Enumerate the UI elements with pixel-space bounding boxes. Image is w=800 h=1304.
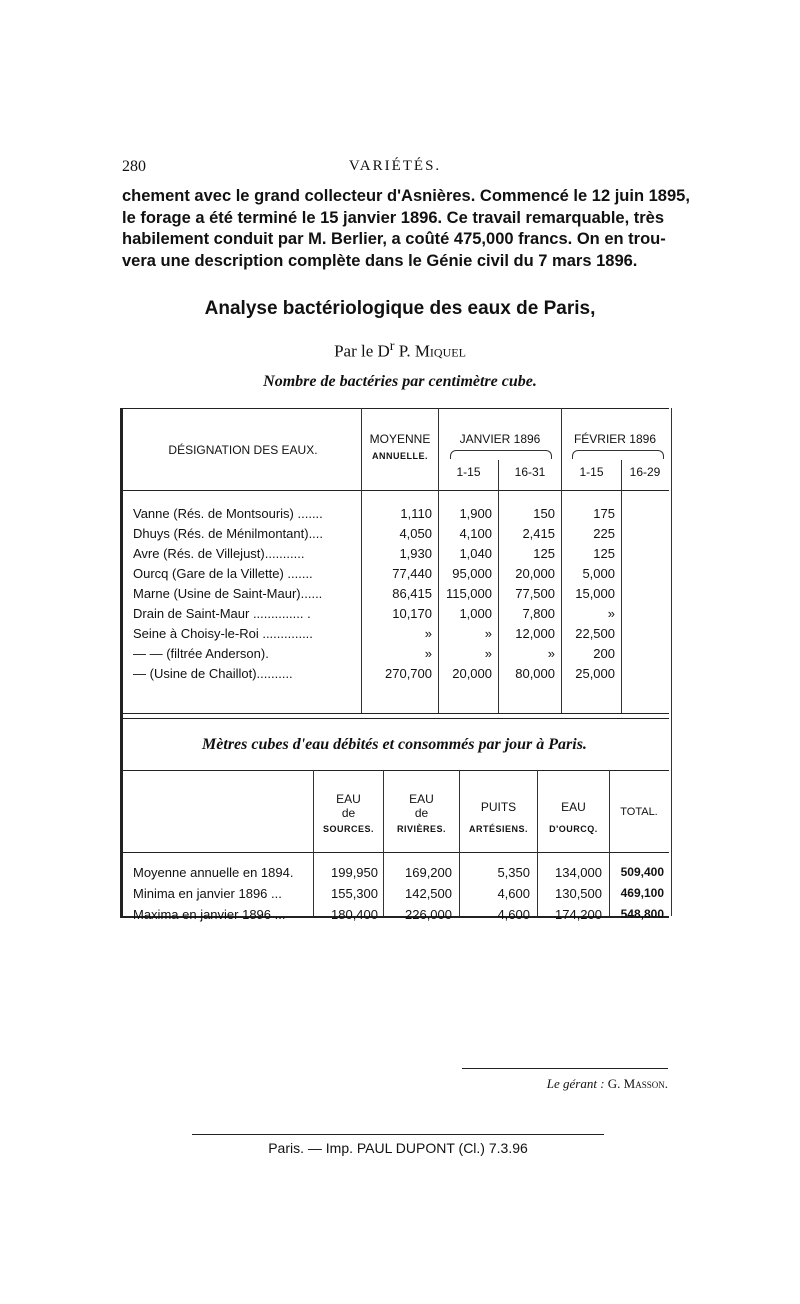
intro-line: habilement conduit par M. Berlier, a coûté 475,000 francs. On en trou- <box>122 230 666 248</box>
table1-cell-feb-a: 175 <box>593 506 615 521</box>
header-rivieres-2: de <box>414 806 429 820</box>
analysis-title: Analyse bactériologique des eaux de Paris, <box>204 298 596 319</box>
table1-row-label: Avre (Rés. de Villejust)........... <box>133 546 305 561</box>
page-number: 280 <box>122 158 146 175</box>
header-janvier: JANVIER 1896 <box>459 432 541 446</box>
table2-cell-total: 509,400 <box>620 865 664 879</box>
table1-top-rule <box>120 408 669 409</box>
table1-cell-feb-a: 5,000 <box>582 566 615 581</box>
header-ourcq-1: EAU <box>561 800 586 814</box>
table2-cell-sources: 155,300 <box>331 886 378 901</box>
author-line <box>122 338 678 362</box>
table1-cell-moyenne: 1,110 <box>400 506 432 521</box>
table1-cell-jan-a: 20,000 <box>452 666 492 681</box>
table1-cell-moyenne: 270,700 <box>385 666 432 681</box>
header-sources-1: EAU <box>336 792 361 806</box>
table2-cell-total: 469,100 <box>620 886 664 900</box>
imprint-rule <box>192 1134 604 1135</box>
table1-cell-jan-a: 4,100 <box>459 526 492 541</box>
author-sup: r <box>389 338 395 354</box>
header-rivieres-1: EAU <box>409 792 434 806</box>
table2-cell-ourcq: 134,000 <box>555 865 602 880</box>
table1-cell-jan-a: » <box>484 626 492 641</box>
table2-cell-ourcq: 130,500 <box>555 886 602 901</box>
header-puits-2: ARTÉSIENS. <box>468 824 528 834</box>
table1-cell-moyenne: 10,170 <box>392 606 432 621</box>
header-rivieres-3: RIVIÈRES. <box>396 824 446 834</box>
table2-cell-sources: 199,950 <box>331 865 378 880</box>
table1-cell-jan-b: 150 <box>533 506 555 521</box>
header-feb-1-15: 1-15 <box>579 465 604 479</box>
author-name: P. Miquel <box>398 341 466 361</box>
header-annuelle: ANNUELLE. <box>372 451 428 461</box>
table2-cell-total: 548,800 <box>620 907 664 921</box>
table1-row-label: Drain de Saint-Maur .............. . <box>133 606 311 621</box>
table1-row-label: — — (filtrée Anderson). <box>133 646 269 661</box>
section-title: VARIÉTÉS. <box>348 158 442 174</box>
intro-line: vera une description complète dans le Génie civil du 7 mars 1896. <box>122 251 638 270</box>
header-designation: DÉSIGNATION DES EAUX. <box>168 443 318 457</box>
table1-cell-jan-a: 95,000 <box>452 566 492 581</box>
table2-cell-sources: 180,400 <box>331 907 378 922</box>
table1-subtitle: Nombre de bactéries par centimètre cube. <box>263 373 537 390</box>
header-jan-16-31: 16-31 <box>514 465 546 479</box>
table1-cell-jan-b: » <box>547 646 555 661</box>
header-jan-1-15: 1-15 <box>456 465 481 479</box>
gerant-rule <box>462 1068 668 1069</box>
tables-frame <box>120 408 672 916</box>
table1-cell-jan-b: 125 <box>533 546 555 561</box>
table1-cell-jan-a: 1,040 <box>459 546 492 561</box>
table2-cell-ourcq: 174,200 <box>555 907 602 922</box>
table2-cell-rivieres: 226,000 <box>405 907 452 922</box>
header-feb-16-29: 16-29 <box>629 465 661 479</box>
table1-cell-jan-a: 1,000 <box>459 606 492 621</box>
table1-cell-jan-a: 115,000 <box>445 586 492 601</box>
table1-cell-moyenne: 1,930 <box>399 546 432 561</box>
author-prefix: Par le D <box>334 341 390 361</box>
table1-cell-moyenne: » <box>424 646 432 661</box>
table2-cell-puits: 5,350 <box>497 865 530 880</box>
table2-cell-puits: 4,600 <box>497 907 530 922</box>
table1-cell-moyenne: » <box>424 626 432 641</box>
table1-bottom-rule <box>120 713 669 714</box>
table1-cell-moyenne: 4,050 <box>399 526 432 541</box>
table1-cell-jan-b: 20,000 <box>515 566 555 581</box>
table1-cell-jan-a: 1,900 <box>459 506 492 521</box>
gerant-name: G. Masson. <box>607 1076 668 1091</box>
table2-row-label: Maxima en janvier 1896 ... <box>133 907 286 922</box>
table1-cell-moyenne: 86,415 <box>392 586 432 601</box>
header-total: TOTAL. <box>620 806 658 818</box>
intro-line: chement avec le grand collecteur d'Asnières. Commencé le 12 juin 1895, <box>122 187 690 205</box>
table1-row-label: Seine à Choisy-le-Roi .............. <box>133 626 313 641</box>
table1-row-label: Ourcq (Gare de la Villette) ....... <box>133 566 313 581</box>
table1-cell-jan-b: 7,800 <box>522 606 555 621</box>
table1-bottom-rule-2 <box>120 718 669 719</box>
gerant-line <box>470 1076 668 1092</box>
table1-cell-jan-b: 12,000 <box>515 626 555 641</box>
header-ourcq-2: D'OURCQ. <box>549 824 598 834</box>
table1-cell-jan-a: » <box>484 646 492 661</box>
table2-cell-rivieres: 142,500 <box>405 886 452 901</box>
fevrier-brace <box>572 450 664 459</box>
table2-title: Mètres cubes d'eau débités et consommés par jour à Paris. <box>202 736 587 753</box>
table2-cell-puits: 4,600 <box>497 886 530 901</box>
header-sources-2: de <box>341 806 356 820</box>
table2-row-label: Moyenne annuelle en 1894. <box>133 865 294 880</box>
table1-header-rule <box>120 490 669 491</box>
intro-line: le forage a été terminé le 15 janvier 1896. Ce travail remarquable, très <box>122 208 665 227</box>
table1-cell-feb-a: 22,500 <box>575 626 615 641</box>
table2-top-rule <box>120 770 669 771</box>
header-moyenne: MOYENNE <box>369 432 431 446</box>
table1-cell-feb-a: » <box>607 606 615 621</box>
table1-cell-jan-b: 77,500 <box>515 586 555 601</box>
table1-row-label: Marne (Usine de Saint-Maur)...... <box>133 586 323 601</box>
table1-cell-feb-a: 25,000 <box>575 666 615 681</box>
table1-row-label: Vanne (Rés. de Montsouris) ....... <box>133 506 323 521</box>
gerant-label: Le gérant : <box>546 1076 605 1091</box>
running-head <box>122 158 668 178</box>
table2-cell-rivieres: 169,200 <box>405 865 452 880</box>
header-puits-1: PUITS <box>480 800 517 814</box>
table2-row-label: Minima en janvier 1896 ... <box>133 886 282 901</box>
table1-row-label: Dhuys (Rés. de Ménilmontant).... <box>133 526 324 541</box>
table1-cell-feb-a: 125 <box>593 546 615 561</box>
imprint: Paris. — Imp. PAUL DUPONT (Cl.) 7.3.96 <box>268 1140 528 1156</box>
table1-cell-moyenne: 77,440 <box>392 566 432 581</box>
table1-cell-feb-a: 225 <box>593 526 615 541</box>
janvier-brace <box>450 450 552 459</box>
t1-col-divider <box>621 460 622 713</box>
table1-cell-feb-a: 200 <box>593 646 615 661</box>
table1-cell-jan-b: 2,415 <box>522 526 555 541</box>
table2-header-rule <box>120 852 669 853</box>
table1-cell-feb-a: 15,000 <box>575 586 615 601</box>
header-sources-3: SOURCES. <box>322 824 374 834</box>
intro-paragraph <box>122 186 690 272</box>
table1-cell-jan-b: 80,000 <box>515 666 555 681</box>
table1-row-label: — (Usine de Chaillot).......... <box>133 666 293 681</box>
header-fevrier: FÉVRIER 1896 <box>573 432 657 446</box>
